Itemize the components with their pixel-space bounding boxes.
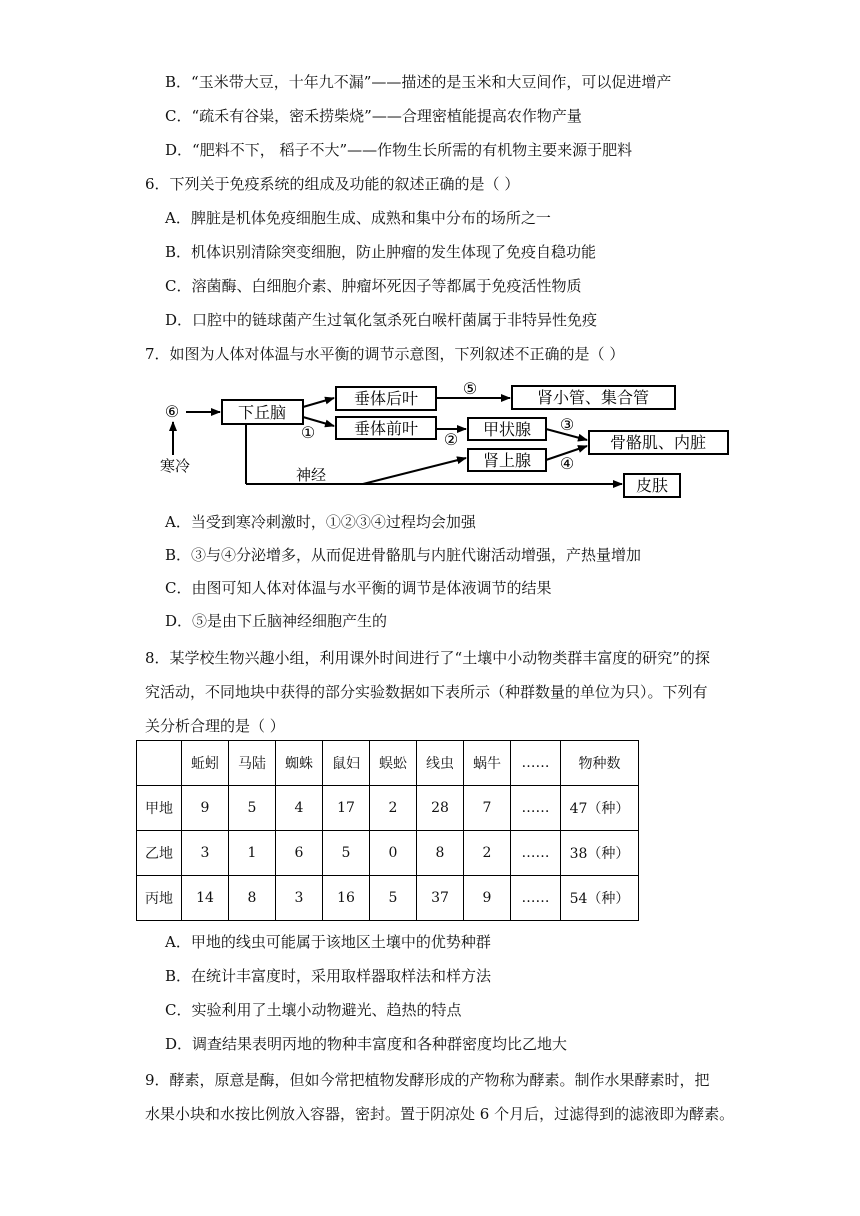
table-cell: 5 bbox=[323, 831, 370, 876]
option-8a: A．甲地的线虫可能属于该地区土壤中的优势种群 bbox=[165, 933, 491, 951]
table-row bbox=[137, 831, 639, 876]
question-8-line-3: 关分析合理的是（ ） bbox=[145, 717, 285, 735]
question-7: 7．如图为人体对体温与水平衡的调节示意图，下列叙述不正确的是（ ） bbox=[145, 345, 625, 363]
regulation-diagram bbox=[0, 380, 860, 500]
option-6b: B．机体识别清除突变细胞，防止肿瘤的发生体现了免疫自稳功能 bbox=[165, 243, 597, 261]
table-cell: 1 bbox=[229, 831, 276, 876]
question-9-line-1: 9．酵素，原意是酶，但如今常把植物发酵形成的产物称为酵素。制作水果酵素时，把 bbox=[145, 1071, 710, 1089]
box-adrenal: 肾上腺 bbox=[482, 451, 532, 470]
question-6: 6．下列关于免疫系统的组成及功能的叙述正确的是（ ） bbox=[145, 175, 520, 193]
option-7d: D．⑤是由下丘脑神经细胞产生的 bbox=[165, 612, 388, 630]
label-2: ② bbox=[443, 430, 459, 449]
label-1: ① bbox=[300, 423, 316, 442]
header-cell: 线虫 bbox=[417, 741, 464, 786]
header-cell: 蜗牛 bbox=[464, 741, 511, 786]
table-cell: 乙地 bbox=[137, 831, 182, 876]
box-anterior-pituitary: 垂体前叶 bbox=[353, 419, 419, 438]
label-5: ⑤ bbox=[462, 380, 478, 398]
header-cell: 马陆 bbox=[229, 741, 276, 786]
label-nerve: 神经 bbox=[296, 466, 327, 484]
table-row bbox=[137, 876, 639, 921]
option-7c: C．由图可知人体对体温与水平衡的调节是体液调节的结果 bbox=[165, 579, 552, 597]
table-cell: 8 bbox=[417, 831, 464, 876]
option-6d: D．口腔中的链球菌产生过氧化氢杀死白喉杆菌属于非特异性免疫 bbox=[165, 311, 598, 329]
option-8b: B．在统计丰富度时，采用取样器取样法和样方法 bbox=[165, 967, 492, 985]
header-cell: 蚯蚓 bbox=[182, 741, 229, 786]
table-cell: 5 bbox=[370, 876, 417, 921]
option-8c: C．实验利用了土壤小动物避光、趋热的特点 bbox=[165, 1001, 462, 1019]
table-cell: 6 bbox=[276, 831, 323, 876]
table-cell: 9 bbox=[182, 786, 229, 831]
option-7a: A．当受到寒冷刺激时，①②③④过程均会加强 bbox=[165, 513, 476, 531]
header-cell: 物种数 bbox=[561, 741, 639, 786]
label-4: ④ bbox=[559, 454, 575, 473]
table-cell: 28 bbox=[417, 786, 464, 831]
label-cold: 寒冷 bbox=[160, 457, 191, 475]
table-cell: 丙地 bbox=[137, 876, 182, 921]
table-cell: …… bbox=[511, 876, 561, 921]
box-skin: 皮肤 bbox=[635, 476, 669, 495]
table-cell: 17 bbox=[323, 786, 370, 831]
table-cell: 9 bbox=[464, 876, 511, 921]
header-cell: 蜘蛛 bbox=[276, 741, 323, 786]
box-kidney-tubules: 肾小管、集合管 bbox=[536, 388, 650, 407]
table-cell: 37 bbox=[417, 876, 464, 921]
header-cell: 蜈蚣 bbox=[370, 741, 417, 786]
table-row bbox=[137, 786, 639, 831]
table-cell: 甲地 bbox=[137, 786, 182, 831]
table-header-row bbox=[137, 741, 639, 786]
option-5b: B．“玉米带大豆，十年九不漏”——描述的是玉米和大豆间作，可以促进增产 bbox=[165, 73, 672, 91]
table-cell: 14 bbox=[182, 876, 229, 921]
option-7b: B．③与④分泌增多，从而促进骨骼肌与内脏代谢活动增强，产热量增加 bbox=[165, 546, 642, 564]
table-cell: 47（种） bbox=[561, 786, 639, 831]
species-table bbox=[136, 740, 639, 921]
question-8-line-1: 8．某学校生物兴趣小组，利用课外时间进行了“土壤中小动物类群丰富度的研究”的探 bbox=[145, 649, 710, 667]
header-cell bbox=[137, 741, 182, 786]
box-muscle-viscera: 骨骼肌、内脏 bbox=[609, 433, 707, 452]
header-cell: 鼠妇 bbox=[323, 741, 370, 786]
table-cell: …… bbox=[511, 786, 561, 831]
label-3: ③ bbox=[559, 415, 575, 434]
option-5d: D．“肥料不下， 稻子不大”——作物生长所需的有机物主要来源于肥料 bbox=[165, 141, 633, 159]
table-cell: 3 bbox=[182, 831, 229, 876]
table-cell: 4 bbox=[276, 786, 323, 831]
table-cell: 0 bbox=[370, 831, 417, 876]
box-posterior-pituitary: 垂体后叶 bbox=[353, 389, 419, 408]
question-9-line-2: 水果小块和水按比例放入容器，密封。置于阴凉处 6 个月后，过滤得到的滤液即为酵素。 bbox=[145, 1105, 735, 1123]
option-8d: D．调查结果表明丙地的物种丰富度和各种群密度均比乙地大 bbox=[165, 1035, 568, 1053]
header-cell: …… bbox=[511, 741, 561, 786]
table-cell: 3 bbox=[276, 876, 323, 921]
table-cell: 16 bbox=[323, 876, 370, 921]
table-cell: 5 bbox=[229, 786, 276, 831]
option-6c: C．溶菌酶、白细胞介素、肿瘤坏死因子等都属于免疫活性物质 bbox=[165, 277, 582, 295]
table-cell: 7 bbox=[464, 786, 511, 831]
question-8-line-2: 究活动，不同地块中获得的部分实验数据如下表所示（种群数量的单位为只）。下列有 bbox=[145, 683, 708, 701]
table-cell: 38（种） bbox=[561, 831, 639, 876]
box-hypothalamus: 下丘脑 bbox=[237, 403, 287, 422]
box-thyroid: 甲状腺 bbox=[482, 420, 532, 439]
option-5c: C．“疏禾有谷粜，密禾捞柴烧”——合理密植能提高农作物产量 bbox=[165, 107, 582, 125]
table-cell: …… bbox=[511, 831, 561, 876]
table-cell: 2 bbox=[464, 831, 511, 876]
label-6: ⑥ bbox=[164, 402, 180, 421]
table-cell: 8 bbox=[229, 876, 276, 921]
option-6a: A．脾脏是机体免疫细胞生成、成熟和集中分布的场所之一 bbox=[165, 209, 551, 227]
table-cell: 2 bbox=[370, 786, 417, 831]
table-cell: 54（种） bbox=[561, 876, 639, 921]
